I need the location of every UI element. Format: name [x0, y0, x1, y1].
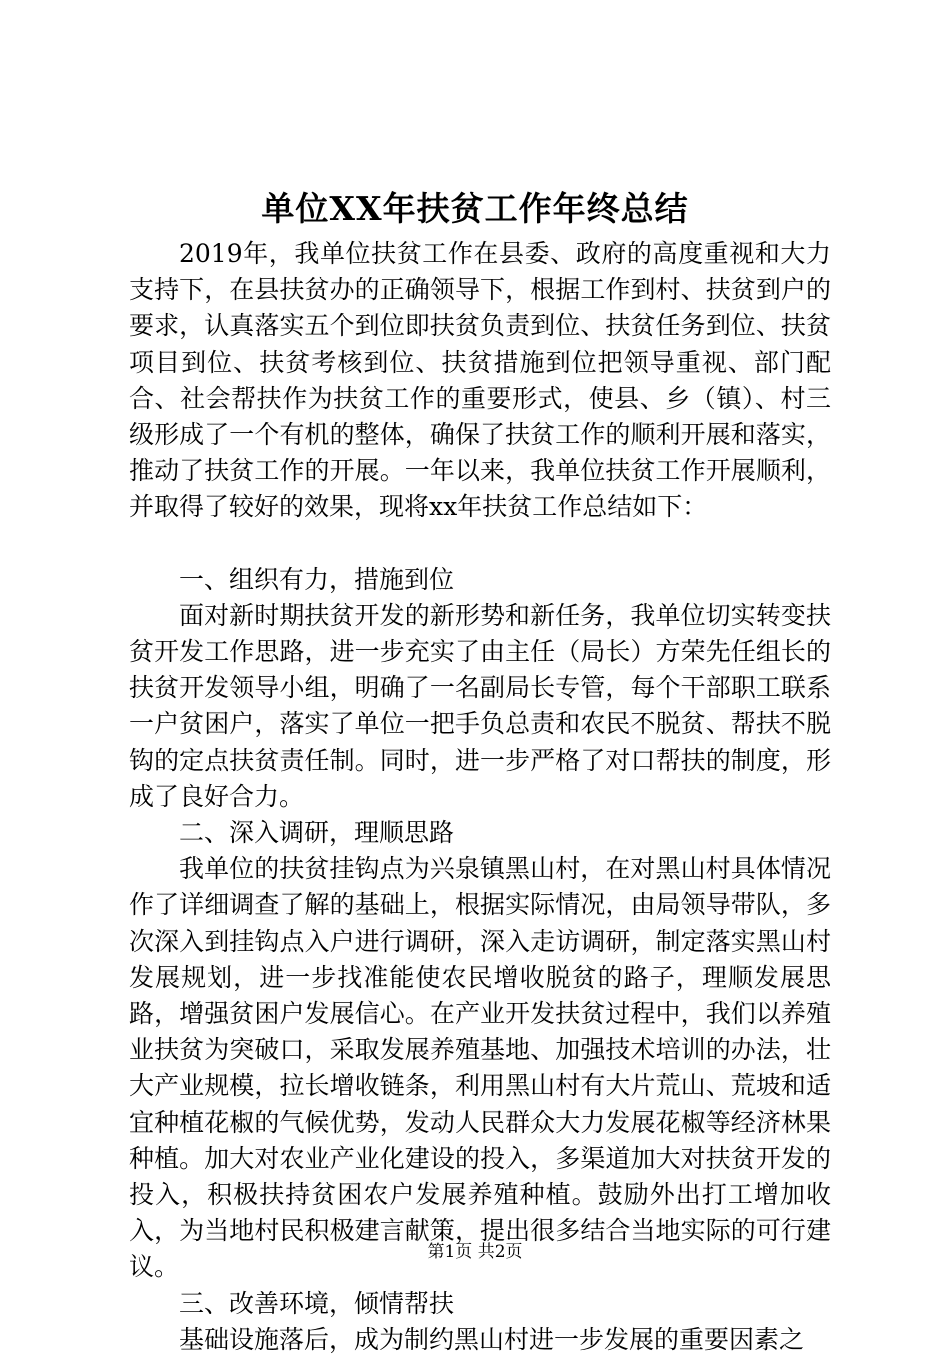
section-3-heading: 三、改善环境，倾情帮扶: [179, 1288, 455, 1318]
section-2-heading: 二、深入调研，理顺思路: [179, 818, 455, 848]
section-1-paragraph: 面对新时期扶贫开发的新形势和新任务，我单位切实转变扶贫开发工作思路，进一步充实了由主任（局长）方荣先任组长的扶贫开发领导小组，明确了一名副局长专管，每个干部职工联系一户贫困户，落实了单位一把手负总责和农民不脱贫、帮扶不脱钩的定点扶贫责任制。同时，进一步严格了对口帮扶的制度，形成了良好合力。: [129, 600, 831, 811]
document-title: 单位XX年扶贫工作年终总结: [261, 189, 689, 228]
paragraph-spacer: [129, 526, 831, 562]
section-1-heading: 一、组织有力，措施到位: [179, 564, 455, 594]
section-2-paragraph: 我单位的扶贫挂钩点为兴泉镇黑山村，在对黑山村具体情况作了详细调查了解的基础上，根据实际情况，由局领导带队，多次深入到挂钩点入户进行调研，深入走访调研，制定落实黑山村发展规划，进一步找准能使农民增收脱贫的路子，理顺发展思路，增强贫困户发展信心。在产业开发扶贫过程中，我们以养殖业扶贫为突破口，采取发展养殖基地、加强技术培训的办法，壮大产业规模，拉长增收链条，利用黑山村有大片荒山、荒坡和适宜种植花椒的气候优势，发动人民群众大力发展花椒等经济林果种植。加大对农业产业化建设的投入，多渠道加大对扶贫开发的投入，积极扶持贫困农户发展养殖种植。鼓励外出打工增加收入，为当地村民积极建言献策，提出很多结合当地实际的可行建议。: [129, 854, 831, 1282]
page-number: 第1页 共2页: [427, 1242, 523, 1262]
section-3-paragraph: 基础设施落后，成为制约黑山村进一步发展的重要因素之: [179, 1324, 805, 1354]
document-body: [129, 236, 831, 1358]
intro-paragraph: 2019年，我单位扶贫工作在县委、政府的高度重视和大力支持下，在县扶贫办的正确领导下，根据工作到村、扶贫到户的要求，认真落实五个到位即扶贫负责到位、扶贫任务到位、扶贫项目到位、扶贫考核到位、扶贫措施到位把领导重视、部门配合、社会帮扶作为扶贫工作的重要形式，使县、乡（镇）、村三级形成了一个有机的整体，确保了扶贫工作的顺利开展和落实，推动了扶贫工作的开展。一年以来，我单位扶贫工作开展顺利，并取得了较好的效果，现将xx年扶贫工作总结如下：: [129, 239, 831, 522]
